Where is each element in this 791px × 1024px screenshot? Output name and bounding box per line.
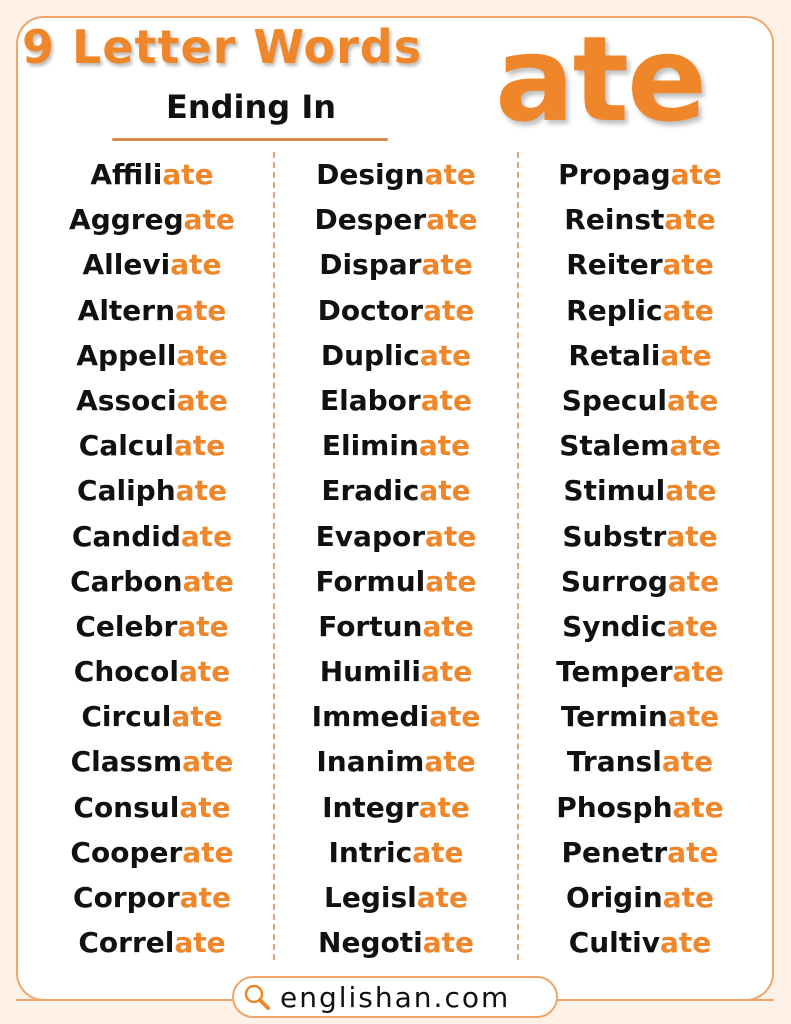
word-item (520, 604, 760, 649)
word-item (276, 920, 516, 965)
word-stem: Inanim (316, 745, 425, 779)
word-item (276, 468, 516, 513)
word-stem: Specul (561, 383, 668, 417)
word-suffix: ate (422, 609, 474, 643)
word-stem: Eradic (321, 474, 420, 508)
word-stem: Phosph (556, 790, 673, 824)
word-stem: Propag (558, 158, 671, 191)
word-suffix: ate (170, 248, 222, 282)
word-item (520, 468, 760, 513)
word-suffix: ate (424, 158, 476, 191)
word-stem: Correl (78, 926, 175, 960)
page-subtitle: Ending In (165, 88, 337, 126)
word-stem: Reinst (564, 203, 665, 237)
word-stem: Substr (562, 519, 667, 553)
word-item (520, 830, 760, 875)
word-stem: Syndic (562, 609, 667, 643)
word-item (520, 288, 760, 333)
word-suffix: ate (174, 926, 226, 960)
word-stem: Corpor (73, 881, 180, 914)
word-stem: Altern (77, 293, 176, 327)
word-suffix: ate (660, 338, 712, 372)
word-column-1 (32, 152, 272, 965)
word-item (520, 514, 760, 559)
word-suffix: ate (665, 474, 717, 508)
word-item (276, 830, 516, 875)
word-stem: Cultiv (568, 926, 661, 960)
word-suffix: ate (670, 158, 722, 191)
word-suffix: ate (664, 203, 716, 237)
word-item (32, 152, 272, 197)
word-stem: Allevi (82, 248, 171, 282)
word-suffix: ate (183, 203, 235, 237)
word-item (276, 785, 516, 830)
word-item (276, 152, 516, 197)
word-item (520, 559, 760, 604)
word-item (520, 920, 760, 965)
word-suffix: ate (182, 745, 234, 779)
word-item (276, 739, 516, 784)
word-column-3 (520, 152, 760, 965)
word-stem: Calcul (78, 429, 174, 463)
word-stem: Duplic (320, 338, 420, 372)
word-suffix: ate (173, 429, 226, 463)
word-item (520, 785, 760, 830)
word-stem: Surrog (560, 564, 668, 598)
word-stem: Stalem (559, 429, 670, 463)
word-item (32, 514, 272, 559)
word-suffix: ate (667, 383, 719, 417)
word-suffix: ate (672, 790, 724, 824)
word-stem: Stimul (563, 474, 666, 508)
word-stem: Classm (70, 745, 183, 779)
word-item (520, 197, 760, 242)
word-item (32, 197, 272, 242)
website-url: englishan.com (280, 980, 511, 1014)
word-stem: Chocol (73, 655, 179, 689)
word-suffix: ate (426, 203, 478, 237)
word-stem: Evapor (315, 519, 426, 553)
word-suffix: ate (667, 835, 719, 869)
word-stem: Legisl (323, 881, 417, 914)
word-item (276, 875, 516, 920)
word-item (520, 423, 760, 468)
column-divider (273, 152, 275, 960)
word-stem: Integr (322, 790, 419, 824)
word-item (276, 197, 516, 242)
word-suffix: ate (182, 835, 234, 869)
word-stem: Origin (565, 881, 663, 914)
word-suffix: ate (182, 564, 234, 598)
word-item (32, 288, 272, 333)
word-suffix: ate (425, 519, 477, 553)
word-stem: Celebr (75, 609, 178, 643)
word-suffix: ate (421, 248, 473, 282)
word-suffix: ate (660, 926, 712, 960)
word-suffix: ate (661, 745, 714, 779)
word-stem: Intric (328, 835, 413, 869)
word-item (32, 875, 272, 920)
word-suffix: ate (179, 790, 231, 824)
word-suffix: ate (425, 564, 477, 598)
word-suffix: ate (422, 926, 474, 960)
word-item (520, 152, 760, 197)
word-stem: Candid (71, 519, 181, 553)
word-suffix: ate (421, 655, 473, 689)
word-item (276, 288, 516, 333)
word-item (276, 604, 516, 649)
word-item (276, 333, 516, 378)
word-item (276, 559, 516, 604)
word-stem: Retali (568, 338, 661, 372)
word-stem: Temper (556, 655, 673, 689)
word-suffix: ate (667, 564, 720, 598)
word-suffix: ate (662, 293, 714, 327)
suffix-heading: ate (495, 10, 706, 148)
word-item (276, 649, 516, 694)
word-suffix: ate (666, 519, 718, 553)
word-suffix: ate (175, 293, 227, 327)
word-suffix: ate (412, 835, 464, 869)
word-suffix: ate (175, 474, 227, 508)
page-title: 9 Letter Words (22, 20, 423, 74)
word-item (520, 333, 760, 378)
word-column-2 (276, 152, 516, 965)
word-item (32, 242, 272, 287)
word-stem: Replic (566, 293, 663, 327)
word-stem: Transl (566, 745, 662, 779)
word-item (32, 785, 272, 830)
word-suffix: ate (176, 383, 228, 417)
word-stem: Appell (76, 338, 177, 372)
word-item (276, 694, 516, 739)
subtitle-underline (112, 138, 388, 141)
word-suffix: ate (416, 881, 469, 914)
word-suffix: ate (672, 655, 724, 689)
word-suffix: ate (171, 700, 223, 734)
word-item (276, 423, 516, 468)
search-icon (242, 982, 272, 1012)
word-item (32, 649, 272, 694)
word-item (32, 920, 272, 965)
word-stem: Dispar (319, 248, 422, 282)
word-item (32, 468, 272, 513)
word-item (520, 649, 760, 694)
word-stem: Aggreg (69, 203, 184, 237)
word-suffix: ate (666, 609, 718, 643)
word-suffix: ate (419, 474, 471, 508)
column-divider (517, 152, 519, 960)
word-suffix: ate (423, 293, 475, 327)
word-stem: Affili (90, 158, 163, 191)
word-item (520, 378, 760, 423)
word-item (32, 604, 272, 649)
word-item (276, 242, 516, 287)
word-suffix: ate (429, 700, 481, 734)
word-stem: Formul (315, 564, 426, 598)
word-item (520, 242, 760, 287)
word-suffix: ate (176, 338, 228, 372)
word-item (520, 739, 760, 784)
word-item (520, 875, 760, 920)
word-suffix: ate (179, 881, 231, 914)
word-stem: Immedi (311, 700, 430, 734)
word-suffix: ate (418, 790, 470, 824)
word-stem: Circul (81, 700, 172, 734)
word-suffix: ate (418, 429, 471, 463)
word-stem: Desper (314, 203, 427, 237)
website-badge[interactable] (232, 976, 558, 1018)
word-stem: Elabor (320, 383, 421, 417)
word-suffix: ate (669, 429, 721, 463)
word-suffix: ate (662, 248, 714, 282)
word-stem: Associ (76, 383, 177, 417)
word-item (32, 559, 272, 604)
word-suffix: ate (662, 881, 715, 914)
word-item (276, 514, 516, 559)
word-stem: Negoti (318, 926, 423, 960)
word-item (32, 739, 272, 784)
word-suffix: ate (419, 338, 472, 372)
word-item (32, 694, 272, 739)
word-suffix: ate (162, 158, 214, 191)
word-stem: Consul (73, 790, 180, 824)
word-suffix: ate (178, 655, 231, 689)
word-suffix: ate (424, 745, 476, 779)
word-suffix: ate (177, 609, 229, 643)
word-item (520, 694, 760, 739)
word-item (32, 333, 272, 378)
word-stem: Cooper (70, 835, 183, 869)
word-stem: Caliph (77, 474, 176, 508)
word-stem: Penetr (561, 835, 668, 869)
word-suffix: ate (420, 383, 472, 417)
word-item (32, 378, 272, 423)
word-stem: Termin (560, 700, 668, 734)
word-item (276, 378, 516, 423)
word-stem: Doctor (317, 293, 424, 327)
word-stem: Elimin (321, 429, 419, 463)
word-stem: Carbon (70, 564, 183, 598)
word-item (32, 423, 272, 468)
word-stem: Design (316, 158, 425, 191)
word-stem: Humili (319, 655, 422, 689)
word-stem: Reiter (566, 248, 663, 282)
word-suffix: ate (667, 700, 720, 734)
word-item (32, 830, 272, 875)
word-stem: Fortun (318, 609, 423, 643)
word-suffix: ate (180, 519, 233, 553)
